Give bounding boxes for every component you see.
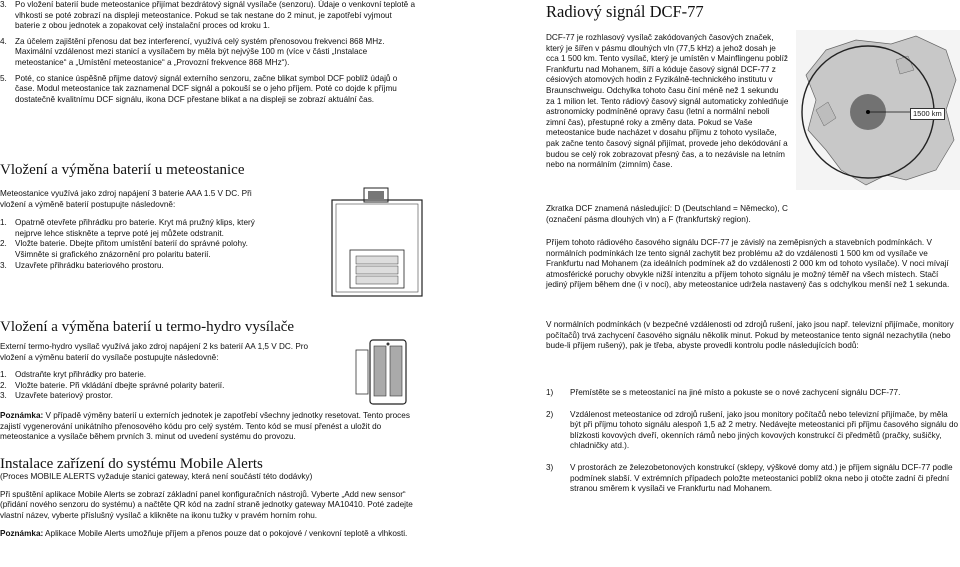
sensor-battery-illustration bbox=[352, 336, 422, 408]
dcf77-range-map bbox=[796, 30, 960, 190]
list-item: 1) Přemístěte se s meteostanicí na jiné místo a pokuste se o nové zachycení signálu DCF-77. bbox=[546, 388, 901, 397]
station-battery-list bbox=[0, 218, 270, 271]
mobile-alerts-instructions bbox=[0, 472, 420, 540]
note-text: V případě výměny baterií u externích jednotek je zapotřebí všechny jednotky resetovat. Tento proces zajistí vygenerování unikátního přenosového kódu pro celý systém. Tento kód se musí přenést a uložit do meteostanice a vysílače během prvních 3. minut od uvedení systému do provozu. bbox=[0, 410, 410, 442]
section-title-sensor-batteries: Vložení a výměna baterií u termo-hydro vysílače bbox=[0, 319, 295, 335]
list-item: 3. Uzavřete bateriový prostor. bbox=[0, 391, 113, 401]
step-3: 3. Po vložení baterií bude meteostanice přijímat bezdrátový signál vysílače (senzoru). Údaje o venkovní teplotě a vlhkosti se poté zobrazí na displeji meteostanice. Pokud se tak nestane do 2 minut, je zapotřebí vyjmout baterie z obou jednotek a zopakovat celý instalační proces od kroku 1. bbox=[0, 0, 416, 31]
list-item: 2) Vzdálenost meteostanice od zdrojů rušení, jako jsou monitory počítačů nebo televizní přijímače, by měla být při příjmu tohoto signálu alespoň 1,5 až 2 metry. Nedávejte meteostanici při příjmu časového signálu do blízkosti kovových dveří, okenních rámů nebo jiných kovových konstrukcí či předmětů (pračky, sušičky, chladničky atd.). bbox=[546, 409, 959, 451]
dcf-abbreviation: Zkratka DCF znamená následující: D (Deutschland = Německo), C (označení pásma dlouhých vln) a F (frankfurtský region). bbox=[546, 204, 788, 224]
station-battery-instructions bbox=[0, 189, 270, 271]
dcf77-troubleshooting-list bbox=[546, 388, 960, 495]
step-4: 4. Za účelem zajištění přenosu dat bez interferencí, využívá celý systém přenosovou frekvenci 868 MHz. Maximální vzdálenost mezi stanicí a vysílačem by měla být nejvýše 100 m (více v části „Instalace meteostanice“ a „Umístění meteostanice“ a „Provozní frekvence 868 MHz“). bbox=[0, 36, 385, 67]
note-label: Poznámka: bbox=[0, 529, 44, 539]
mobile-alerts-body: Při spuštění aplikace Mobile Alerts se zobrazí základní panel konfiguračních nástrojů. Vyberte „Add new sensor“ (přidání nového senzoru do systému) a načtěte QR kód na zadní straně jednotky gateway MA10410. Poté zadejte vlastní název, vyberte příslušný vysílač a klikněte na ikonu tužky v pravém horním rohu. bbox=[0, 489, 413, 520]
range-label: 1500 km bbox=[910, 108, 945, 120]
steps-top bbox=[0, 0, 418, 105]
list-item: 2. Vložte baterie. Dbejte přitom umístění baterií do správné polohy. Všimněte si grafického znázornění pro polaritu baterií. bbox=[0, 239, 248, 259]
list-item: 1. Odstraňte kryt přihrádky pro baterie. bbox=[0, 370, 147, 380]
mobile-alerts-subtitle: (Proces MOBILE ALERTS vyžaduje stanici gateway, která není součástí této dodávky) bbox=[0, 472, 313, 481]
dcf77-reception-time: V normálních podmínkách (v bezpečné vzdálenosti od zdrojů rušení, jako jsou např. televizní přijímače, monitory počítačů) trvá zachycení časového signálu několik minut. Pokud by meteostanice tento signál nezachytila (nebo bude-li příjem rušený), pak je třeba, abyste provedli kontrolu podle následujících bodů: bbox=[546, 320, 954, 351]
dcf77-intro: DCF-77 je rozhlasový vysílač zakódovaných časových značek, který je šířen v pásmu dlouhých vln (77,5 kHz) a jehož dosah je cca 1 500 km. Tento vysílač, který je umístěn v Mainflingenu poblíž Frankfurtu nad Mohanem, šíří a kóduje časový signál DCF-77 z césiových atomových hodin z Fyzikálně-technického institutu v Braunschweigu. Odchylka tohoto času činí méně než 1 sekundu za 1 milion let. Tento rádiový časový signál automaticky zohledňuje astronomicky podmíněné opravy času (letní a normální neboli zimní čas), přestupné roky a změny data. Pokud se Vaše meteostanice bude nacházet v dosahu příjmu z tohoto vysílače, pak začne tento časový signál přijímat, provede jeho dekódování a budou se celý rok zobrazovat přesný čas, a to nezávisle na letním nebo na normálním (zimním) čase. bbox=[546, 33, 789, 170]
section-title-mobile-alerts: Instalace zařízení do systému Mobile Alerts bbox=[0, 456, 263, 472]
section-title-dcf77: Radiový signál DCF-77 bbox=[546, 2, 704, 21]
step-5: 5. Poté, co stanice úspěšně přijme datový signál externího senzoru, začne blikat symbol DCF poblíž údajů o čase. Modul meteostanice tak zaznamenal DCF signál a pokouší se o jeho příjem. Poté co dojde k příjmu dostatečně kvalitnímu DCF signálu, ikona DCF přestane blikat a na displeji se zobrazí aktuální čas. bbox=[0, 73, 398, 104]
list-item: 1. Opatrně otevřete přihrádku pro baterie. Kryt má pružný klips, který nejprve lehce stiskněte a teprve poté jej můžete odstranit. bbox=[0, 218, 255, 238]
list-item: 3) V prostorách ze železobetonových konstrukcí (sklepy, výškové domy atd.) je příjem signálu DCF-77 podle podmínek slabší. V extrémních případech položte meteostanici poblíž okna nebo ji otočte zadní či přední stranou směrem k vysílači ve Frankfurtu nad Mohanem. bbox=[546, 462, 953, 494]
steps-top-list bbox=[0, 0, 418, 105]
sensor-battery-note bbox=[0, 411, 420, 443]
list-item: 3. Uzavřete přihrádku bateriového prostoru. bbox=[0, 260, 164, 270]
station-battery-intro: Meteostanice využívá jako zdroj napájení 3 baterie AAA 1.5 V DC. Při vložení a výměně baterií postupujte následovně: bbox=[0, 189, 252, 209]
dcf77-reception-conditions: Příjem tohoto rádiového časového signálu DCF-77 je závislý na zeměpisných a stavebních podmínkách. V normálních podmínkách lze tento signál zachytit bez problému až do vzdálenosti 1 500 km od vysílače ve Frankfurtu nad Mohanem (za ideálních podmínek až do vzdálenosti 2 000 km od tohoto vysílače). V noci mívají atmosférické poruchy obvykle nižší intenzitu a příjem tohoto signálu je možný téměř na všech místech. Stačí jediný příjem během dne (i v noci), aby meteostanice udržela nastavený čas s odchylkou menší než 1 sekunda. bbox=[546, 238, 950, 290]
list-item: 2. Vložte baterie. Při vkládání dbejte správné polarity baterií. bbox=[0, 380, 225, 390]
mobile-alerts-note bbox=[0, 529, 420, 540]
station-battery-illustration bbox=[330, 186, 430, 298]
note-text: Aplikace Mobile Alerts umožňuje příjem a přenos pouze dat o pokojové / venkovní teplotě a vlhkosti. bbox=[43, 529, 408, 539]
sensor-battery-intro: Externí termo-hydro vysílač využívá jako zdroj napájení 2 ks baterií AA 1,5 V DC. Pro vložení a výměnu baterií do vysílače postupujte následovně: bbox=[0, 342, 309, 362]
section-title-station-batteries: Vložení a výměna baterií u meteostanice bbox=[0, 162, 245, 178]
note-label: Poznámka: bbox=[0, 410, 44, 420]
